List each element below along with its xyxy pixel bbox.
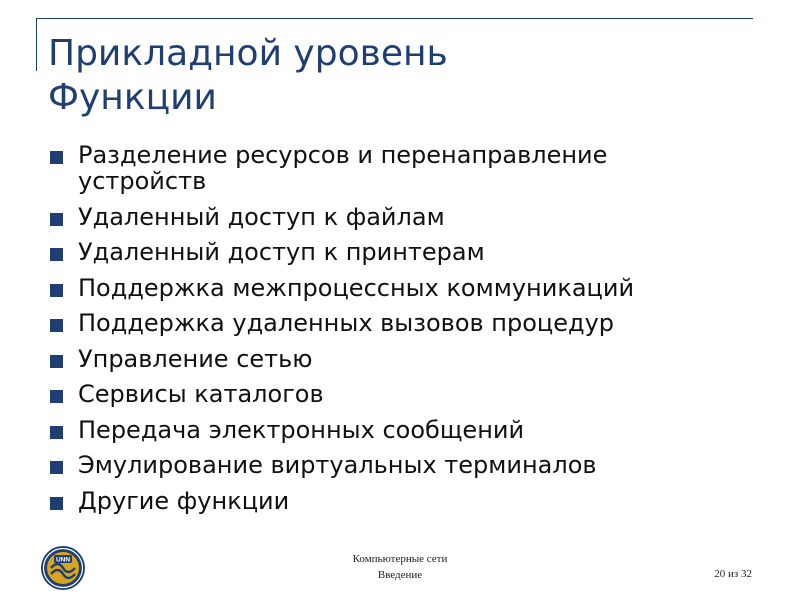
bullet-text: Сервисы каталогов [78, 380, 324, 408]
square-bullet-icon [50, 497, 63, 510]
logo-lettering: UNN [55, 556, 71, 564]
bullet-item [48, 239, 708, 265]
bullet-item [48, 417, 708, 443]
bullet-text: Передача электронных сообщений [78, 415, 525, 444]
bullet-list [48, 142, 708, 523]
slide-title [48, 32, 448, 120]
bullet-text: Поддержка межпроцессных коммуникаций [78, 273, 635, 302]
page-number: 20 из 32 [714, 568, 752, 580]
slide-title-line-2: Функции [48, 77, 217, 118]
bullet-text: Управление сетью [78, 344, 313, 373]
bullet-item [48, 452, 708, 478]
bullet-item [48, 488, 708, 514]
top-rule [36, 18, 753, 19]
bullet-text: Другие функции [78, 486, 290, 515]
university-logo-icon [40, 545, 86, 591]
bullet-text: Разделение ресурсов и перенаправление устройств [78, 141, 608, 195]
bullet-item [48, 204, 708, 230]
square-bullet-icon [50, 151, 63, 164]
bullet-item [48, 310, 708, 336]
square-bullet-icon [50, 213, 63, 226]
slide-title-line-1: Прикладной уровень [48, 33, 448, 74]
bullet-text: Удаленный доступ к файлам [78, 202, 445, 231]
bullet-text: Поддержка удаленных вызовов процедур [78, 309, 615, 337]
square-bullet-icon [50, 284, 63, 297]
bullet-text: Удаленный доступ к принтерам [78, 238, 485, 266]
square-bullet-icon [50, 390, 63, 403]
square-bullet-icon [50, 461, 63, 474]
footer-course: Компьютерные сети [352, 553, 448, 565]
square-bullet-icon [50, 426, 63, 439]
bullet-text: Эмулирование виртуальных терминалов [78, 451, 597, 479]
footer-section: Введение [377, 569, 423, 581]
footer-center [300, 551, 500, 583]
left-rule [36, 18, 37, 71]
bullet-item [48, 275, 708, 301]
square-bullet-icon [50, 248, 63, 261]
bullet-item [48, 346, 708, 372]
square-bullet-icon [50, 355, 63, 368]
bullet-item [48, 142, 708, 194]
bullet-item [48, 381, 708, 407]
square-bullet-icon [50, 319, 63, 332]
